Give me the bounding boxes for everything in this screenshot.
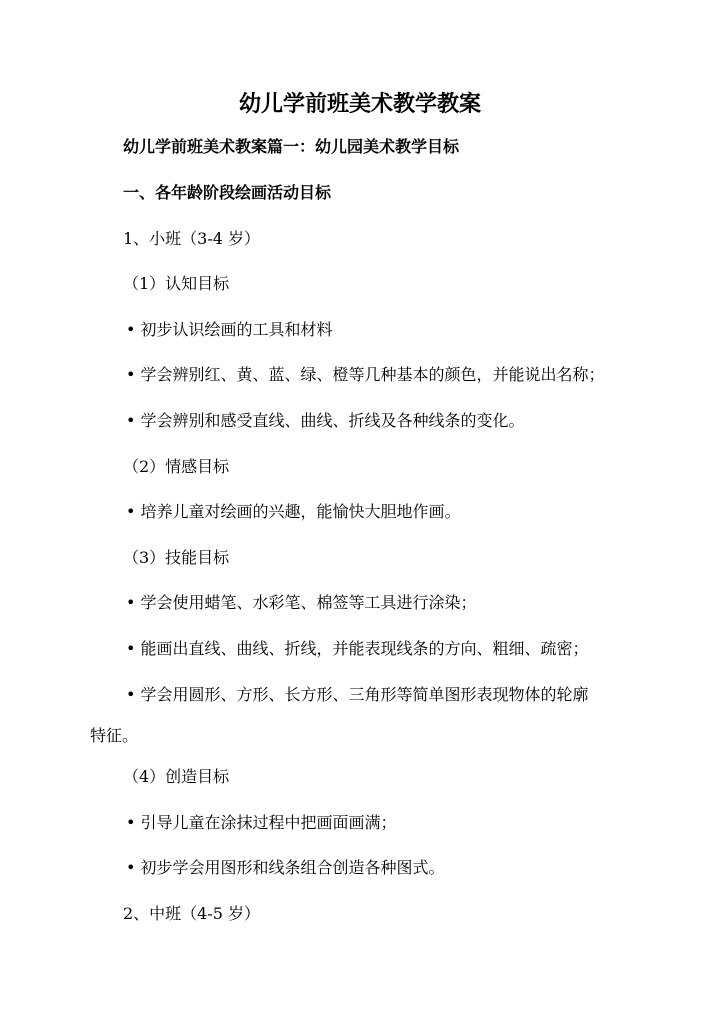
bullet-line: • 能画出直线、曲线、折线，并能表现线条的方向、粗细、疏密； bbox=[126, 639, 589, 658]
bullet-line: • 初步认识绘画的工具和材料 bbox=[126, 320, 333, 339]
paragraph-line: （1）认知目标 bbox=[123, 274, 230, 293]
paragraph-line: 1、小班（3-4 岁） bbox=[123, 229, 261, 248]
paragraph-line: （3）技能目标 bbox=[123, 548, 230, 567]
bullet-line: • 学会用圆形、方形、长方形、三角形等简单图形表现物体的轮廓 bbox=[126, 685, 589, 704]
paragraph-line: （4）创造目标 bbox=[123, 767, 230, 786]
document-title: 幼儿学前班美术教学教案 bbox=[238, 91, 481, 117]
bullet-line: • 学会辨别和感受直线、曲线、折线及各种线条的变化。 bbox=[126, 411, 525, 430]
bullet-line: • 学会使用蜡笔、水彩笔、棉签等工具进行涂染； bbox=[126, 593, 477, 612]
paragraph-line: （2）情感目标 bbox=[123, 457, 230, 476]
section-heading: 一、各年龄阶段绘画活动目标 bbox=[123, 183, 332, 202]
paragraph-line: 特征。 bbox=[90, 726, 139, 745]
bullet-line: • 培养儿童对绘画的兴趣，能愉快大胆地作画。 bbox=[126, 502, 461, 521]
subtitle-heading: 幼儿学前班美术教案篇一：幼儿园美术教学目标 bbox=[123, 137, 460, 156]
bullet-line: • 学会辨别红、黄、蓝、绿、橙等几种基本的颜色，并能说出名称； bbox=[126, 365, 605, 384]
bullet-line: • 初步学会用图形和线条组合创造各种图式。 bbox=[126, 858, 445, 877]
paragraph-line: 2、中班（4-5 岁） bbox=[123, 904, 261, 923]
bullet-line: • 引导儿童在涂抹过程中把画面画满； bbox=[126, 813, 397, 832]
